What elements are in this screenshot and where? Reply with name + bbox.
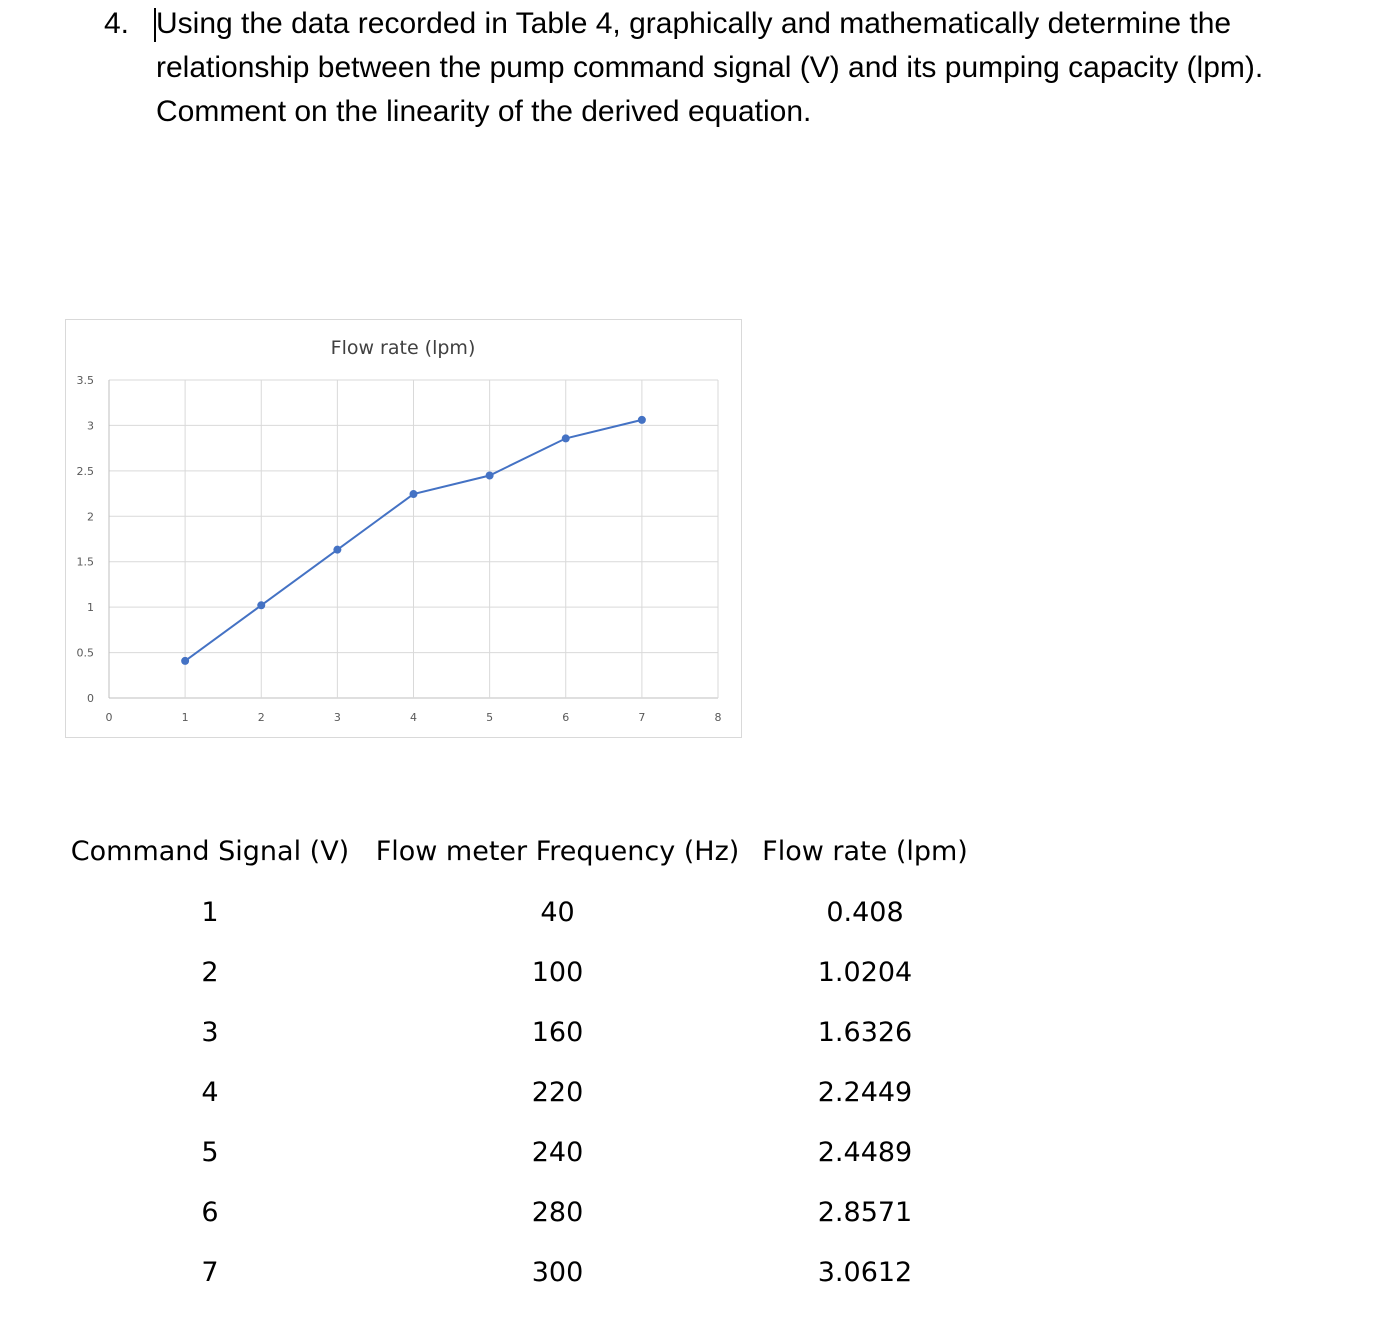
table-header-row [60, 820, 975, 882]
x-tick-label: 4 [410, 711, 417, 724]
cell-frequency: 220 [531, 1076, 584, 1108]
x-tick-label: 5 [486, 711, 494, 724]
cell-command-signal: 2 [201, 956, 219, 988]
question-text[interactable]: Using the data recorded in Table 4, graphically and mathematically determine the relationship between the pump command signal (V) and its pumping capacity (lpm). Comment on the linearity of the derived equation. [156, 7, 1264, 128]
data-point-marker [486, 471, 494, 479]
x-tick-label: 0 [105, 711, 113, 724]
cell-flow-rate: 2.8571 [817, 1196, 913, 1228]
y-tick-label: 3 [87, 419, 94, 433]
cell-command-signal: 6 [201, 1196, 219, 1228]
data-point-marker [257, 601, 265, 609]
chart-canvas [66, 320, 741, 737]
cell-flow-rate: 2.2449 [817, 1076, 913, 1108]
data-point-marker [333, 546, 341, 554]
table-row [60, 1122, 975, 1182]
y-tick-label: 1.5 [76, 555, 94, 569]
cell-command-signal: 3 [201, 1016, 219, 1048]
y-tick-label: 3.5 [76, 374, 94, 387]
cell-flow-rate: 1.0204 [817, 956, 913, 988]
cell-flow-rate: 0.408 [826, 896, 904, 928]
table-row [60, 882, 975, 942]
cell-frequency: 100 [531, 956, 584, 988]
y-tick-label: 0 [87, 692, 94, 705]
y-tick-label: 1 [87, 601, 94, 615]
cell-command-signal: 4 [201, 1076, 219, 1108]
y-tick-label: 2 [87, 510, 94, 524]
question-number: 4. [104, 7, 130, 40]
cell-command-signal: 7 [201, 1256, 219, 1288]
cell-frequency: 40 [540, 896, 575, 928]
x-tick-label: 6 [562, 711, 570, 724]
x-axis-ticks [106, 711, 722, 724]
cell-frequency: 280 [531, 1196, 584, 1228]
header-command-signal: Command Signal (V) [70, 835, 350, 867]
cell-flow-rate: 3.0612 [817, 1256, 913, 1288]
table-row [60, 1242, 975, 1302]
data-point-marker [638, 416, 646, 424]
x-tick-label: 1 [181, 711, 189, 724]
x-tick-label: 3 [333, 711, 341, 724]
cell-command-signal: 5 [201, 1136, 219, 1168]
y-axis-ticks [77, 374, 95, 705]
cell-frequency: 160 [531, 1016, 584, 1048]
cell-flow-rate: 2.4489 [817, 1136, 913, 1168]
data-point-marker [410, 490, 418, 498]
data-point-marker [562, 434, 570, 442]
x-tick-label: 8 [714, 711, 722, 724]
y-tick-label: 2.5 [76, 464, 94, 478]
table-row [60, 1062, 975, 1122]
x-tick-label: 7 [638, 711, 646, 724]
x-tick-label: 2 [257, 711, 265, 724]
table-row [60, 942, 975, 1002]
header-flow-meter-frequency: Flow meter Frequency (Hz) [375, 835, 740, 867]
cell-frequency: 300 [531, 1256, 584, 1288]
table-row [60, 1182, 975, 1242]
table-row [60, 1002, 975, 1062]
chart-title: Flow rate (lpm) [330, 337, 476, 359]
cell-command-signal: 1 [201, 896, 219, 928]
cell-frequency: 240 [531, 1136, 584, 1168]
data-table [60, 820, 975, 1302]
data-point-marker [181, 657, 189, 665]
y-tick-label: 0.5 [76, 646, 94, 660]
cell-flow-rate: 1.6326 [817, 1016, 913, 1048]
flow-rate-chart[interactable] [65, 319, 742, 738]
header-flow-rate: Flow rate (lpm) [762, 835, 968, 867]
